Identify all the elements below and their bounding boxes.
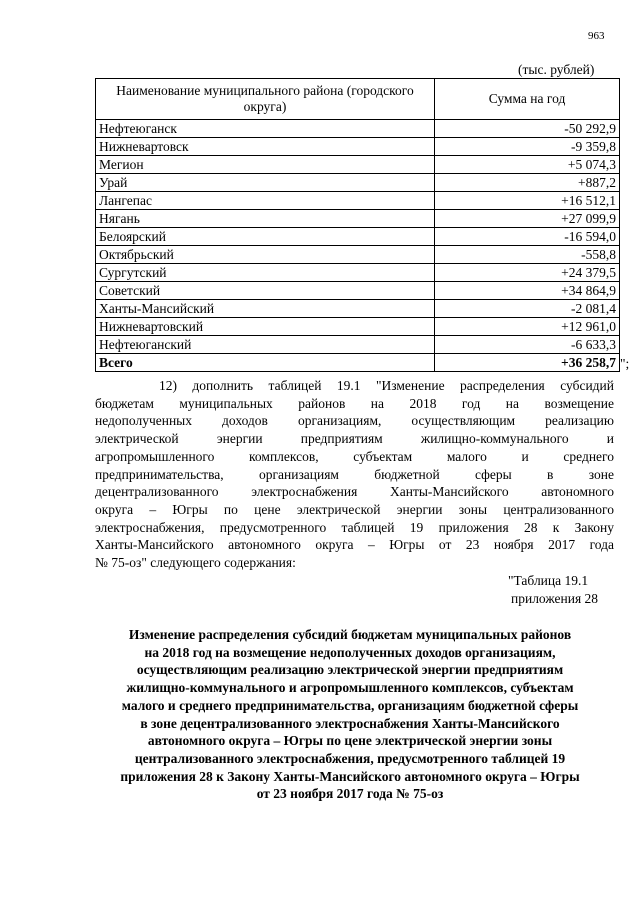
total-label: Всего	[96, 354, 435, 372]
row-value: -6 633,3	[435, 336, 620, 354]
heading-line: автономного округа – Югры по цене электрической энергии зоны	[147, 733, 553, 749]
page-number: 963	[588, 30, 605, 42]
header-sum: Сумма на год	[435, 79, 620, 120]
table-row	[96, 210, 620, 228]
paragraph-line: электрической энергии предприятиям жилищно-коммунального и	[95, 431, 614, 447]
caption-appendix: приложения 28	[511, 591, 599, 606]
row-value: -9 359,8	[435, 138, 620, 156]
paragraph-line: № 75-оз" следующего содержания:	[95, 555, 296, 571]
paragraph-line: бюджетам муниципальных районов на 2018 год на возмещение	[95, 395, 614, 411]
row-name: Нефтеюганский	[96, 336, 435, 354]
table-row	[96, 318, 620, 336]
caption-table-number: "Таблица 19.1	[508, 573, 589, 588]
heading-line: осуществляющим реализацию электрической энергии предприятиям	[136, 662, 564, 678]
paragraph-line: электроснабжения, предусмотренного таблицей 19 приложения 28 к Закону	[95, 519, 614, 535]
table-row	[96, 228, 620, 246]
row-name: Нягань	[96, 210, 435, 228]
row-name: Нижневартовск	[96, 138, 435, 156]
total-value: +36 258,7	[435, 354, 620, 372]
table-row	[96, 246, 620, 264]
subsidy-table	[95, 78, 620, 372]
paragraph-line: предпринимательства, организациям бюджетной сферы в зоне	[95, 466, 614, 482]
table-row	[96, 282, 620, 300]
table-row	[96, 156, 620, 174]
paragraph-line: децентрализованного электроснабжения Ханты-Мансийского автономного	[95, 484, 614, 500]
closing-mark: ";	[620, 356, 630, 371]
row-name: Мегион	[96, 156, 435, 174]
amendment-paragraph	[95, 377, 614, 572]
paragraph-line: Ханты-Мансийского автономного округа – Югры от 23 ноября 2017 года	[95, 537, 614, 553]
table-row	[96, 174, 620, 192]
row-value: -2 081,4	[435, 300, 620, 318]
paragraph-line: недополученных доходов организациям, осуществляющим реализацию	[95, 413, 614, 429]
row-value: -558,8	[435, 246, 620, 264]
paragraph-line: агропромышленного комплексов, субъектам малого и среднего	[95, 448, 614, 464]
heading-line: приложения 28 к Закону Ханты-Мансийского автономного округа – Югры	[120, 768, 580, 784]
table-row	[96, 300, 620, 318]
row-value: +12 961,0	[435, 318, 620, 336]
heading-line: малого и среднего предпринимательства, организациям бюджетной сферы	[121, 697, 579, 713]
heading-line: от 23 ноября 2017 года № 75-оз	[256, 786, 444, 802]
row-value: -50 292,9	[435, 120, 620, 138]
row-value: +887,2	[435, 174, 620, 192]
row-name: Нижневартовский	[96, 318, 435, 336]
header-name: Наименование муниципального района (городского округа)	[96, 79, 435, 120]
total-row	[96, 354, 620, 372]
table-row	[96, 120, 620, 138]
row-name: Белоярский	[96, 228, 435, 246]
table-heading	[90, 626, 610, 803]
row-name: Советский	[96, 282, 435, 300]
row-value: +27 099,9	[435, 210, 620, 228]
row-value: +24 379,5	[435, 264, 620, 282]
paragraph-line: округа – Югры по цене электрической энергии зоны централизованного	[95, 501, 614, 517]
row-value: -16 594,0	[435, 228, 620, 246]
row-name: Сургутский	[96, 264, 435, 282]
row-name: Урай	[96, 174, 435, 192]
row-value: +34 864,9	[435, 282, 620, 300]
table-body	[96, 120, 620, 372]
row-name: Лангепас	[96, 192, 435, 210]
row-name: Нефтеюганск	[96, 120, 435, 138]
heading-line: Изменение распределения субсидий бюджетам муниципальных районов	[128, 627, 572, 642]
row-value: +5 074,3	[435, 156, 620, 174]
row-name: Ханты-Мансийский	[96, 300, 435, 318]
table-row	[96, 138, 620, 156]
table-row	[96, 192, 620, 210]
heading-line: на 2018 год на возмещение недополученных доходов организациям,	[144, 644, 556, 660]
table-row	[96, 264, 620, 282]
row-value: +16 512,1	[435, 192, 620, 210]
heading-line: жилищно-коммунального и агропромышленного комплексов, субъектам	[126, 680, 574, 696]
heading-line: централизованного электроснабжения, предусмотренного таблицей 19	[134, 750, 566, 766]
heading-line: в зоне децентрализованного электроснабжения Ханты-Мансийского	[140, 715, 560, 731]
units-label: (тыс. рублей)	[518, 62, 595, 77]
table-header-row	[96, 79, 620, 120]
table-row	[96, 336, 620, 354]
row-name: Октябрьский	[96, 246, 435, 264]
paragraph-line: 12) дополнить таблицей 19.1 "Изменение распределения субсидий	[159, 378, 614, 393]
